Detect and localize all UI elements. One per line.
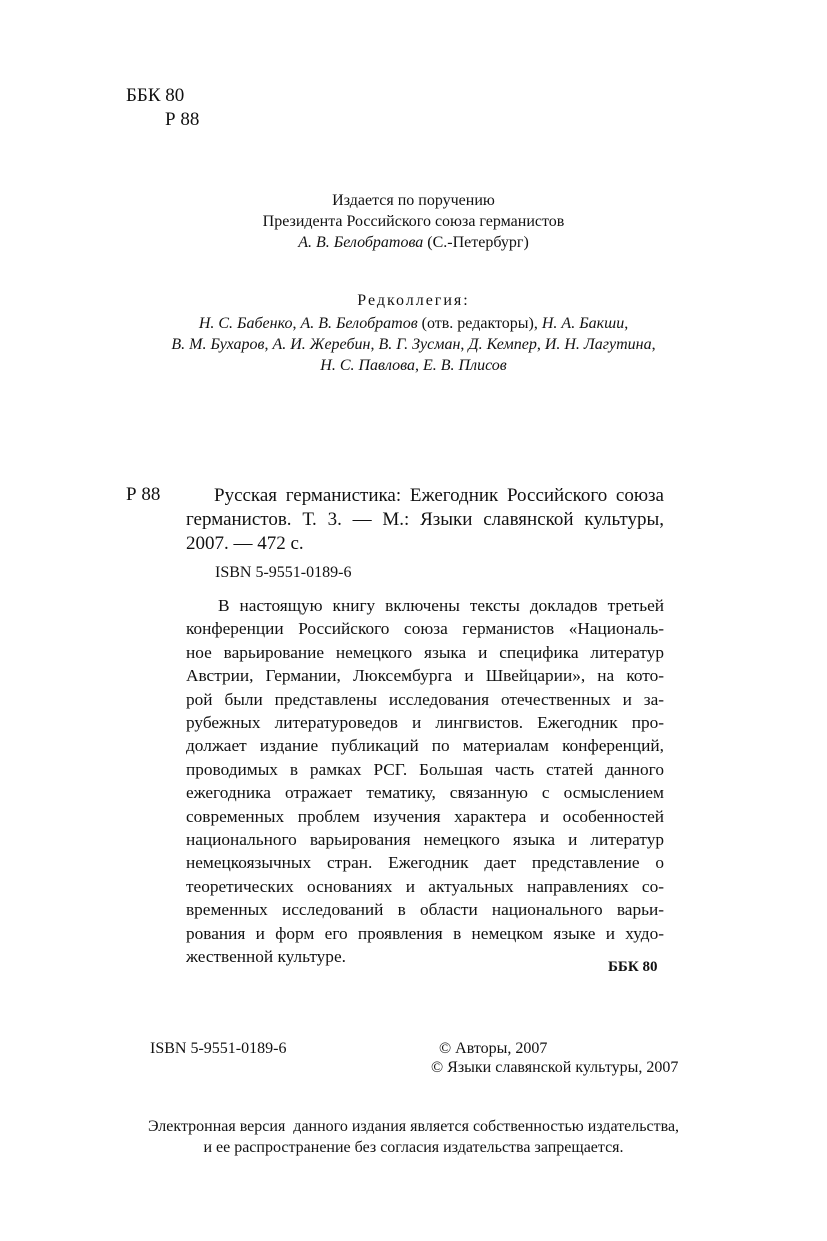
issued-person: А. В. Белобратова: [298, 234, 424, 251]
editorial-heading: Редколлегия:: [357, 292, 470, 309]
copyright-publisher: © Языки славянской культуры, 2007: [431, 1059, 679, 1076]
editor-name: Е. В. Плисов: [423, 357, 507, 374]
abstract-line: теоретических основаниях и актуальных направлениях со-: [186, 876, 664, 896]
abstract-line: ное варьирование немецкого языка и специфика литератур: [186, 642, 664, 662]
abstract-line: рубежных литературоведов и лингвистов. Ежегодник про-: [186, 713, 664, 733]
author-mark: Р 88: [165, 109, 200, 130]
abstract-line: В настоящую книгу включены тексты докладов третьей: [218, 596, 664, 615]
abstract-line: национального варьирования немецкого языка и литератур: [186, 830, 664, 850]
catalog-title: Русская германистика: Ежегодник Российского союза германистов. Т. 3. — М.: Языки славянской культуры, 2007. — 472 с.: [186, 485, 664, 554]
abstract-line: проводимых в рамках РСГ. Большая часть статей данного: [186, 759, 664, 779]
editorial-line-2: В. М. Бухаров, А. И. Жеребин, В. Г. Зусман, Д. Кемпер, И. Н. Лагутина,: [171, 336, 656, 353]
abstract-line: немецкоязычных стран. Ежегодник дает представление о: [186, 853, 664, 873]
editorial-line-3: Н. С. Павлова, Е. В. Плисов: [320, 357, 507, 374]
abstract-line: рования и форм его проявления в немецком языке и худо-: [186, 923, 664, 943]
rights-notice: [0, 1116, 827, 1158]
editor-name: В. М. Бухаров: [171, 336, 265, 353]
copyright-authors: © Авторы, 2007: [439, 1040, 548, 1057]
editorial-line-1: Н. С. Бабенко, А. В. Белобратов (отв. редакторы), Н. А. Бакши,: [198, 315, 629, 332]
abstract-line: современных проблем изучения характера и особенностей: [186, 806, 664, 826]
catalog-isbn: ISBN 5-9551-0189-6: [215, 564, 352, 581]
editor-name: В. Г. Зусман: [378, 336, 461, 353]
issued-city: (С.-Петербург): [427, 234, 529, 251]
abstract-line: Австрии, Германии, Люксембурга и Швейцарии», на кото-: [186, 666, 664, 686]
editor-name: И. Н. Лагутина: [544, 336, 652, 353]
catalog-code: Р 88: [126, 484, 161, 505]
editor-name: Н. С. Бабенко: [198, 315, 293, 332]
editor-name: А. И. Жеребин: [272, 336, 371, 353]
abstract-line: должает издание публикаций по материалам конференций,: [186, 736, 664, 756]
issued-by-block: [0, 190, 827, 253]
editor-name: А. В. Белобратов: [300, 315, 418, 332]
editor-name: Н. С. Павлова: [320, 357, 415, 374]
abstract-line: рой были представлены исследования отечественных и за-: [186, 689, 664, 709]
abstract-line: жественной культуре.: [186, 947, 346, 967]
notice-line-1: Электронная версия данного издания является собственностью издательства,: [147, 1118, 680, 1135]
abstract-line: конференции Российского союза германистов «Националь-: [186, 619, 664, 639]
footer-isbn: ISBN 5-9551-0189-6: [150, 1040, 287, 1057]
editor-name: Н. А. Бакши: [541, 315, 625, 332]
issued-line-3: [0, 232, 827, 253]
issued-line-1: Издается по поручению: [332, 192, 495, 209]
editor-name: Д. Кемпер: [468, 336, 537, 353]
issued-line-2: Президента Российского союза германистов: [262, 213, 565, 230]
abstract-line: ежегодника отражает тематику, связанную с осмыслением: [186, 783, 664, 803]
editorial-board: [0, 290, 827, 376]
bbk-code: ББК 80: [126, 85, 185, 106]
catalog-bbk: ББК 80: [608, 959, 658, 975]
editor-role: (отв. редакторы),: [421, 315, 538, 332]
notice-line-2: и ее распространение без согласия издательства запрещается.: [203, 1139, 624, 1156]
abstract-line: временных исследований в области национального варьи-: [186, 900, 664, 920]
abstract: [186, 594, 664, 969]
